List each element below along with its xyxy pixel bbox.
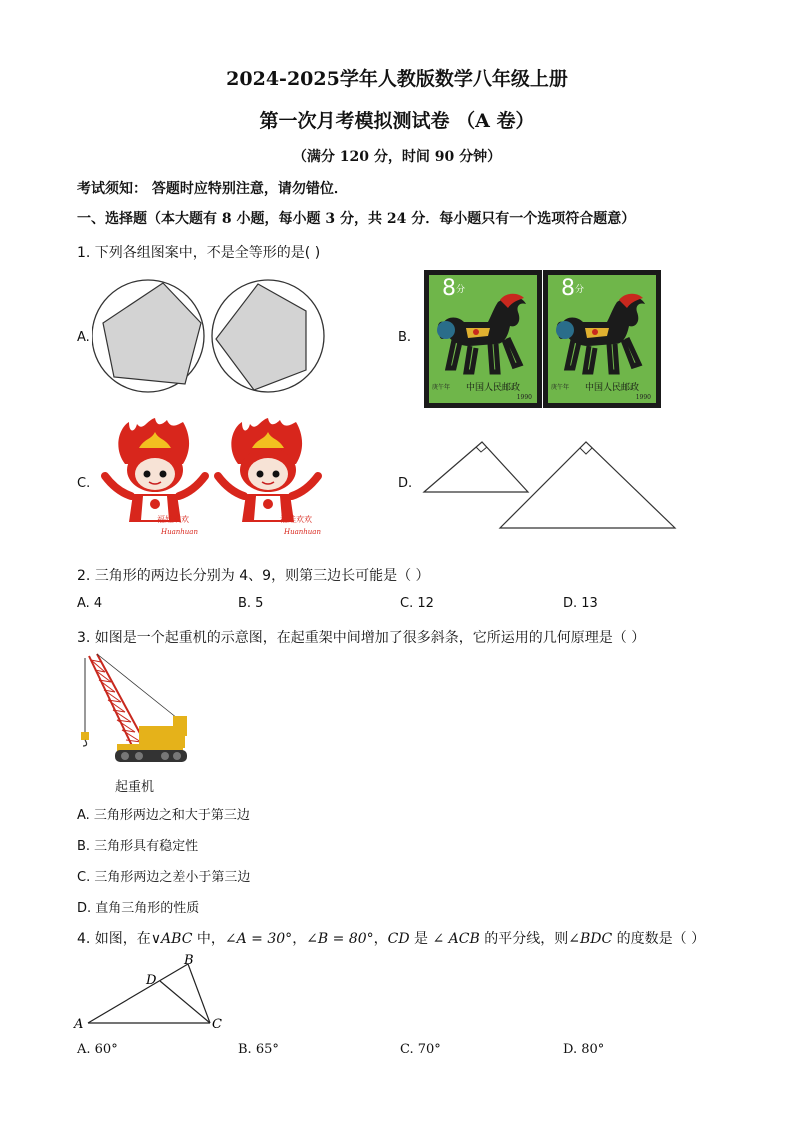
horse-stamp-right: [543, 270, 661, 408]
angle-a: ∠A = 30°: [224, 931, 293, 947]
q1-option-b-label: B.: [398, 330, 412, 345]
stamp-value: 8: [442, 276, 456, 301]
right-angle-mark: [476, 447, 487, 452]
q1-option-c-label: C.: [77, 476, 91, 491]
stamp-caption: 庚午年: [551, 384, 570, 391]
q4-option-c: C. 70°: [400, 1042, 441, 1057]
q4-text: 是: [409, 931, 433, 947]
right-angle-mark: [580, 448, 592, 454]
stamp-country: 中国人民邮政: [466, 383, 521, 393]
q4-text: 4. 如图，在: [77, 931, 151, 947]
q4-option-d: D. 80°: [563, 1042, 605, 1057]
q4-text: ，: [373, 931, 388, 947]
crane-icon: [77, 652, 192, 774]
angle-acb: ∠ ACB: [432, 931, 480, 947]
q1-option-d-label: D.: [398, 476, 413, 491]
stamp-unit: 分: [456, 285, 466, 295]
stamp-caption: 庚午年: [432, 384, 451, 391]
large-right-triangle: [500, 442, 675, 528]
q2-option-a: A. 4: [77, 596, 103, 611]
horse-stamp-left: [424, 270, 542, 408]
stamp-value: 8: [561, 276, 575, 301]
q4-text: 的度数是（ ）: [612, 931, 706, 947]
side-ab: [88, 964, 188, 1023]
mascot-huanhuan-icon: [208, 418, 328, 528]
question-1-stem: 1. 下列各组图案中，不是全等形的是( ): [77, 245, 321, 261]
q3-option-c: C. 三角形两边之差小于第三边: [77, 870, 251, 885]
q4-text: ，: [292, 931, 307, 947]
stamp-year: 1990: [516, 394, 532, 401]
mascot-huanhuan-icon: [95, 418, 215, 528]
horse-icon: [430, 292, 536, 378]
small-right-triangle: [424, 442, 528, 492]
exam-title: 2024-2025学年人教版数学八年级上册: [226, 68, 568, 90]
mascot-caption: 福娃欢欢: [280, 515, 312, 524]
q4-text: 中，: [192, 931, 225, 947]
q2-option-c: C. 12: [400, 596, 434, 611]
exam-notice: 考试须知： 答题时应特别注意，请勿错位．: [77, 181, 348, 197]
mascot-caption: 福娃欢欢: [157, 515, 189, 524]
q4-text: 的平分线，则: [479, 931, 569, 947]
question-2-stem: 2. 三角形的两边长分别为 4、9，则第三边长可能是（ ）: [77, 568, 430, 584]
q4-option-a: A. 60°: [77, 1042, 118, 1057]
vertex-label-b: B: [184, 953, 194, 968]
horse-icon: [549, 292, 655, 378]
q1-option-a-figure: [92, 278, 392, 398]
q3-option-a: A. 三角形两边之和大于第三边: [77, 808, 250, 823]
pentagon-right: [216, 284, 306, 390]
q2-option-d: D. 13: [563, 596, 598, 611]
exam-subtitle: 第一次月考模拟测试卷 （A 卷）: [259, 110, 535, 132]
question-3-stem: 3. 如图是一个起重机的示意图，在起重架中间增加了很多斜条，它所运用的几何原理是（ ）: [77, 630, 646, 646]
stamp-country: 中国人民邮政: [585, 383, 640, 393]
segment-cd: CD: [387, 931, 410, 947]
q3-option-d: D. 直角三角形的性质: [77, 901, 200, 916]
q2-option-b: B. 5: [238, 596, 264, 611]
section-heading: 一、选择题（本大题有 8 小题，每小题 3 分，共 24 分．每小题只有一个选项符合题意）: [77, 211, 636, 227]
q3-option-b: B. 三角形具有稳定性: [77, 839, 199, 854]
q1-option-a-label: A.: [77, 330, 90, 345]
question-4-stem: [77, 928, 705, 948]
mascot-left: [95, 418, 215, 544]
mascot-right: [208, 418, 328, 544]
mascot-latin: Huanhuan: [161, 528, 198, 536]
pentagon-left: [103, 283, 201, 384]
q1-option-d-figure: [420, 436, 680, 536]
angle-bdc: ∠BDC: [568, 931, 613, 947]
point-label-d: D: [146, 973, 157, 988]
exam-score-time: （满分 120 分，时间 90 分钟）: [292, 149, 502, 165]
vertex-label-a: A: [74, 1017, 84, 1032]
vertex-label-c: C: [212, 1017, 222, 1032]
triangle-abc: ∨ABC: [150, 931, 193, 947]
q4-triangle-figure: [72, 950, 232, 1034]
angle-b: ∠B = 80°: [306, 931, 374, 947]
stamp-year: 1990: [635, 394, 651, 401]
stamp-unit: 分: [575, 285, 585, 295]
mascot-latin: Huanhuan: [284, 528, 321, 536]
q4-option-b: B. 65°: [238, 1042, 279, 1057]
crane-caption: 起重机: [115, 780, 155, 795]
